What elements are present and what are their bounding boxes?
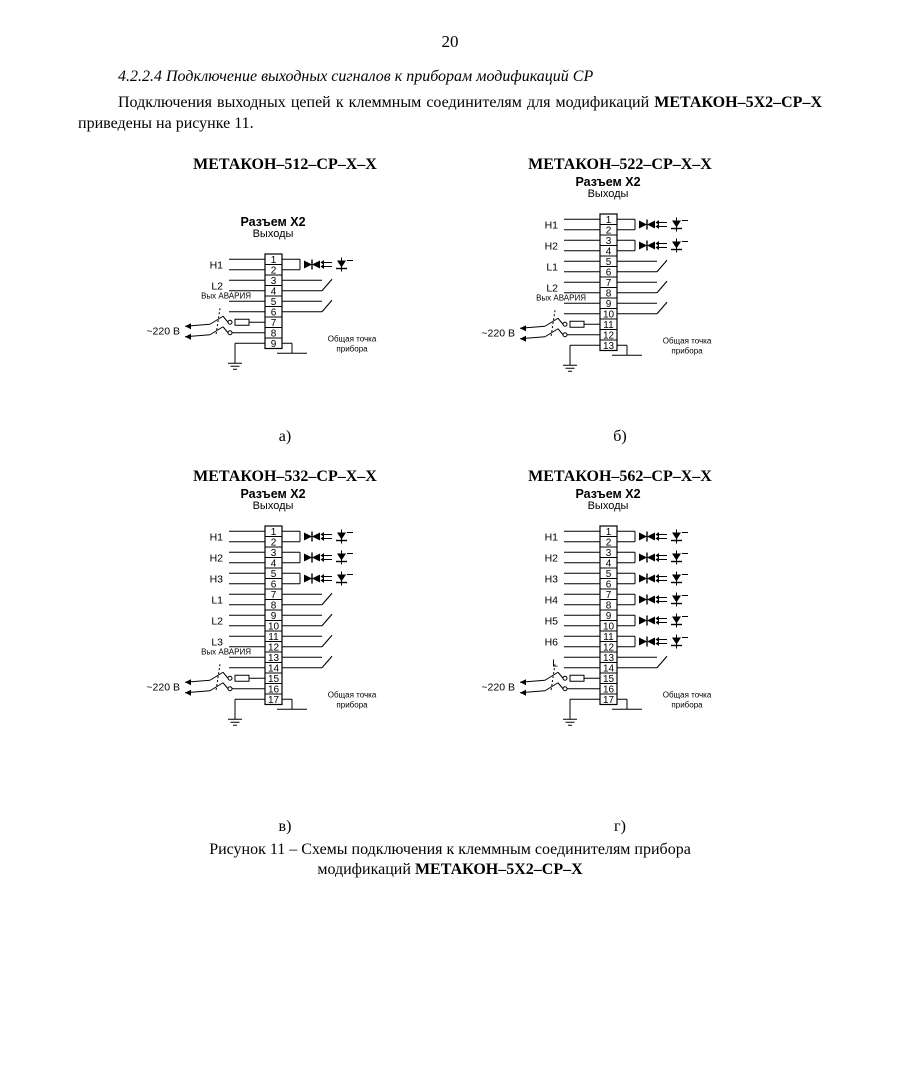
signal-label: L2 — [211, 280, 223, 293]
switch-wire — [558, 672, 563, 678]
diagram-a-schematic — [120, 156, 450, 406]
diagram-b-schematic — [455, 156, 785, 421]
terminal-circle — [563, 322, 567, 326]
pin-number: 5 — [270, 569, 277, 580]
pin-number: 2 — [605, 537, 612, 549]
pin-number: 13 — [267, 653, 280, 664]
common-point-label: Общая точка — [662, 336, 712, 346]
switch-wire — [223, 672, 228, 678]
pin-number: 10 — [602, 621, 615, 633]
signal-label: Н1 — [209, 259, 223, 272]
caption-text: модификаций — [317, 861, 415, 878]
triac-arrow-icon — [639, 575, 647, 583]
pin-number: 11 — [268, 632, 279, 643]
opto-arrow-icon — [656, 641, 660, 646]
voltage-label: ~220 В — [481, 327, 515, 340]
pin-number: 10 — [267, 621, 280, 633]
opto-arrow-icon — [656, 241, 660, 246]
triac-arrow-icon — [304, 554, 312, 562]
triac-arrow-icon — [312, 533, 320, 541]
pin-number: 15 — [267, 674, 280, 685]
pin-number: 4 — [605, 246, 612, 258]
pin-number: 12 — [267, 642, 280, 654]
switch-wire — [223, 327, 228, 333]
pin-number: 10 — [602, 309, 615, 321]
triac-arrow-icon — [647, 242, 655, 250]
caption-model-name: МЕТАКОН–5Х2–СР–Х — [414, 861, 583, 878]
pin-number: 4 — [605, 558, 612, 570]
caption-line-1: Рисунок 11 – Схемы подключения к клеммным соединителям прибора — [209, 841, 691, 858]
pin-number: 9 — [605, 611, 612, 622]
pin-number: 3 — [605, 236, 612, 247]
terminal-circle — [563, 687, 567, 691]
pin-number: 5 — [270, 297, 277, 308]
opto-arrow-icon — [321, 532, 325, 537]
diagram-title: МЕТАКОН–522–СР–Х–Х — [528, 156, 712, 173]
pin-number: 6 — [270, 307, 277, 319]
pin-number: 7 — [270, 590, 277, 601]
triac-arrow-icon — [647, 596, 655, 604]
opto-arrow-icon — [656, 599, 660, 604]
pin-number: 9 — [605, 299, 612, 310]
signal-label: L1 — [546, 261, 558, 274]
signal-label: Н4 — [544, 594, 558, 607]
terminal-circle — [228, 687, 232, 691]
signal-label: Н1 — [544, 531, 558, 544]
connector-title: Разъем Х2 — [575, 487, 641, 501]
signal-label: L2 — [211, 615, 223, 628]
signal-label: Н2 — [544, 552, 558, 565]
opto-arrow-icon — [321, 536, 325, 541]
opto-arrow-icon — [656, 574, 660, 579]
triac-arrow-icon — [639, 533, 647, 541]
pin-number: 1 — [605, 215, 612, 226]
relay-contact — [322, 656, 332, 668]
switch-wire — [223, 316, 228, 322]
pin-number: 2 — [605, 225, 612, 237]
voltage-label: ~220 В — [146, 325, 180, 338]
signal-label: L1 — [211, 594, 223, 607]
opto-arrow-icon — [656, 578, 660, 583]
triac-arrow-icon — [639, 221, 647, 229]
pin-number: 7 — [605, 590, 612, 601]
connector-title: Разъем Х2 — [240, 487, 306, 501]
signal-label: L3 — [211, 636, 223, 649]
voltage-label: ~220 В — [146, 681, 180, 694]
opto-arrow-icon — [656, 616, 660, 621]
pin-number: 11 — [603, 320, 614, 331]
triac-arrow-icon — [639, 638, 647, 646]
pin-number: 3 — [270, 548, 277, 559]
pin-number: 3 — [605, 548, 612, 559]
triac-arrow-icon — [647, 575, 655, 583]
fuse-icon — [570, 321, 584, 327]
mains-arrow-icon — [185, 690, 191, 696]
connector-subtitle: Выходы — [252, 500, 294, 512]
opto-arrow-icon — [321, 578, 325, 583]
diagram-title: МЕТАКОН–512–СР–Х–Х — [193, 156, 377, 173]
pin-number: 8 — [605, 600, 612, 612]
alarm-label: Вых АВАРИЯ — [201, 291, 251, 301]
pin-number: 17 — [602, 695, 615, 706]
common-point-label: прибора — [671, 346, 703, 356]
mains-arrow-icon — [520, 336, 526, 342]
voltage-label: ~220 В — [481, 681, 515, 694]
triac-arrow-icon — [639, 554, 647, 562]
pin-number: 12 — [602, 642, 615, 654]
mains-arrow-icon — [185, 334, 191, 340]
opto-arrow-icon — [656, 224, 660, 229]
pin-number: 8 — [605, 288, 612, 300]
opto-arrow-icon — [321, 264, 325, 269]
switch-blade — [210, 672, 223, 680]
relay-contact — [322, 635, 332, 647]
switch-wire — [558, 318, 563, 324]
opto-arrow-icon — [321, 553, 325, 558]
signal-label: Н1 — [209, 531, 223, 544]
pin-number: 4 — [270, 558, 277, 570]
intro-text-2: приведены на рисунке 11. — [78, 115, 254, 132]
intro-model-name: МЕТАКОН–5Х2–СР–Х — [654, 94, 822, 111]
signal-label: Н1 — [544, 219, 558, 232]
diagram-sublabel: б) — [613, 428, 627, 445]
pin-number: 14 — [602, 663, 615, 675]
mains-arrow-icon — [520, 679, 526, 685]
pin-number: 3 — [270, 276, 277, 287]
opto-arrow-icon — [656, 637, 660, 642]
relay-contact — [322, 279, 332, 291]
switch-blade — [210, 316, 223, 324]
triac-arrow-icon — [312, 554, 320, 562]
switch-blade — [545, 318, 558, 326]
connector-subtitle: Выходы — [587, 500, 629, 512]
switch-blade — [545, 672, 558, 680]
common-point-label: прибора — [336, 344, 368, 354]
pin-number: 1 — [605, 527, 612, 538]
alarm-label: Вых АВАРИЯ — [201, 647, 251, 657]
fuse-icon — [235, 319, 249, 325]
pin-number: 2 — [270, 265, 277, 277]
relay-contact — [657, 281, 667, 293]
pin-number: 6 — [605, 579, 612, 591]
diagram-sublabel: в) — [278, 818, 292, 835]
pin-number: 5 — [605, 257, 612, 268]
opto-arrow-icon — [321, 574, 325, 579]
terminal-circle — [228, 331, 232, 335]
pin-number: 17 — [267, 695, 280, 706]
opto-arrow-icon — [656, 532, 660, 537]
triac-arrow-icon — [639, 617, 647, 625]
alarm-label: Вых АВАРИЯ — [536, 293, 586, 303]
signal-label: Н6 — [544, 636, 558, 649]
triac-arrow-icon — [647, 638, 655, 646]
common-point-label: Общая точка — [327, 690, 377, 700]
connector-subtitle: Выходы — [587, 188, 629, 200]
signal-label: Н5 — [544, 615, 558, 628]
relay-contact — [322, 614, 332, 626]
pin-number: 16 — [267, 684, 280, 696]
common-point-label: прибора — [671, 700, 703, 710]
pin-number: 15 — [602, 674, 615, 685]
terminal-circle — [228, 676, 232, 680]
pin-number: 4 — [270, 286, 277, 298]
diagram-sublabel: г) — [614, 818, 626, 835]
caption-line-2 — [0, 860, 900, 880]
opto-arrow-icon — [656, 220, 660, 225]
fuse-icon — [570, 675, 584, 681]
diagram-d-schematic — [455, 468, 785, 808]
pin-number: 13 — [602, 341, 615, 352]
opto-arrow-icon — [656, 245, 660, 250]
switch-wire — [558, 683, 563, 689]
pin-number: 6 — [270, 579, 277, 591]
triac-arrow-icon — [304, 533, 312, 541]
intro-text-1: Подключения выходных цепей к клеммным соединителям для модификаций — [118, 94, 655, 111]
triac-arrow-icon — [647, 554, 655, 562]
triac-arrow-icon — [647, 533, 655, 541]
opto-arrow-icon — [656, 595, 660, 600]
opto-arrow-icon — [656, 620, 660, 625]
signal-label: Н3 — [544, 573, 558, 586]
section-heading: 4.2.2.4 Подключение выходных сигналов к приборам модификаций СР — [118, 68, 594, 85]
switch-wire — [223, 683, 228, 689]
pin-number: 11 — [603, 632, 614, 643]
page-number: 20 — [441, 32, 459, 51]
pin-number: 16 — [602, 684, 615, 696]
diagram-title: МЕТАКОН–532–СР–Х–Х — [193, 468, 377, 485]
signal-label: Н3 — [209, 573, 223, 586]
common-point-label: Общая точка — [662, 690, 712, 700]
signal-label: Н2 — [209, 552, 223, 565]
relay-contact — [322, 593, 332, 605]
triac-arrow-icon — [304, 261, 312, 269]
relay-contact — [322, 300, 332, 312]
pin-number: 12 — [602, 330, 615, 342]
triac-arrow-icon — [312, 575, 320, 583]
connector-subtitle: Выходы — [252, 228, 294, 240]
terminal-circle — [563, 676, 567, 680]
pin-number: 7 — [270, 318, 277, 329]
triac-arrow-icon — [304, 575, 312, 583]
pin-number: 7 — [605, 278, 612, 289]
pin-number: 1 — [270, 255, 277, 266]
relay-contact — [657, 260, 667, 272]
connector-title: Разъем Х2 — [575, 175, 641, 189]
pin-number: 14 — [267, 663, 280, 675]
relay-contact — [657, 302, 667, 314]
connector-title: Разъем Х2 — [240, 215, 306, 229]
triac-arrow-icon — [312, 261, 320, 269]
triac-arrow-icon — [647, 221, 655, 229]
pin-number: 8 — [270, 328, 277, 340]
signal-label: L — [552, 657, 558, 670]
diagram-sublabel: а) — [278, 428, 292, 445]
opto-arrow-icon — [321, 557, 325, 562]
pin-number: 6 — [605, 267, 612, 279]
diagram-c-schematic — [120, 468, 450, 808]
mains-arrow-icon — [185, 679, 191, 685]
opto-arrow-icon — [321, 260, 325, 265]
mains-arrow-icon — [520, 325, 526, 331]
pin-number: 9 — [270, 611, 277, 622]
mains-arrow-icon — [520, 690, 526, 696]
switch-wire — [558, 329, 563, 335]
signal-label: Н2 — [544, 240, 558, 253]
triac-arrow-icon — [647, 617, 655, 625]
relay-contact — [657, 656, 667, 668]
pin-number: 13 — [602, 653, 615, 664]
common-point-label: Общая точка — [327, 334, 377, 344]
figure-caption — [0, 840, 900, 880]
pin-number: 5 — [605, 569, 612, 580]
mains-arrow-icon — [185, 323, 191, 329]
opto-arrow-icon — [656, 536, 660, 541]
intro-paragraph — [78, 92, 822, 134]
fuse-icon — [235, 675, 249, 681]
opto-arrow-icon — [656, 553, 660, 558]
signal-label: L2 — [546, 282, 558, 295]
terminal-circle — [563, 333, 567, 337]
terminal-circle — [228, 320, 232, 324]
triac-arrow-icon — [639, 596, 647, 604]
pin-number: 9 — [270, 339, 277, 350]
diagram-title: МЕТАКОН–562–СР–Х–Х — [528, 468, 712, 485]
pin-number: 8 — [270, 600, 277, 612]
triac-arrow-icon — [639, 242, 647, 250]
pin-number: 2 — [270, 537, 277, 549]
opto-arrow-icon — [656, 557, 660, 562]
pin-number: 1 — [270, 527, 277, 538]
common-point-label: прибора — [336, 700, 368, 710]
